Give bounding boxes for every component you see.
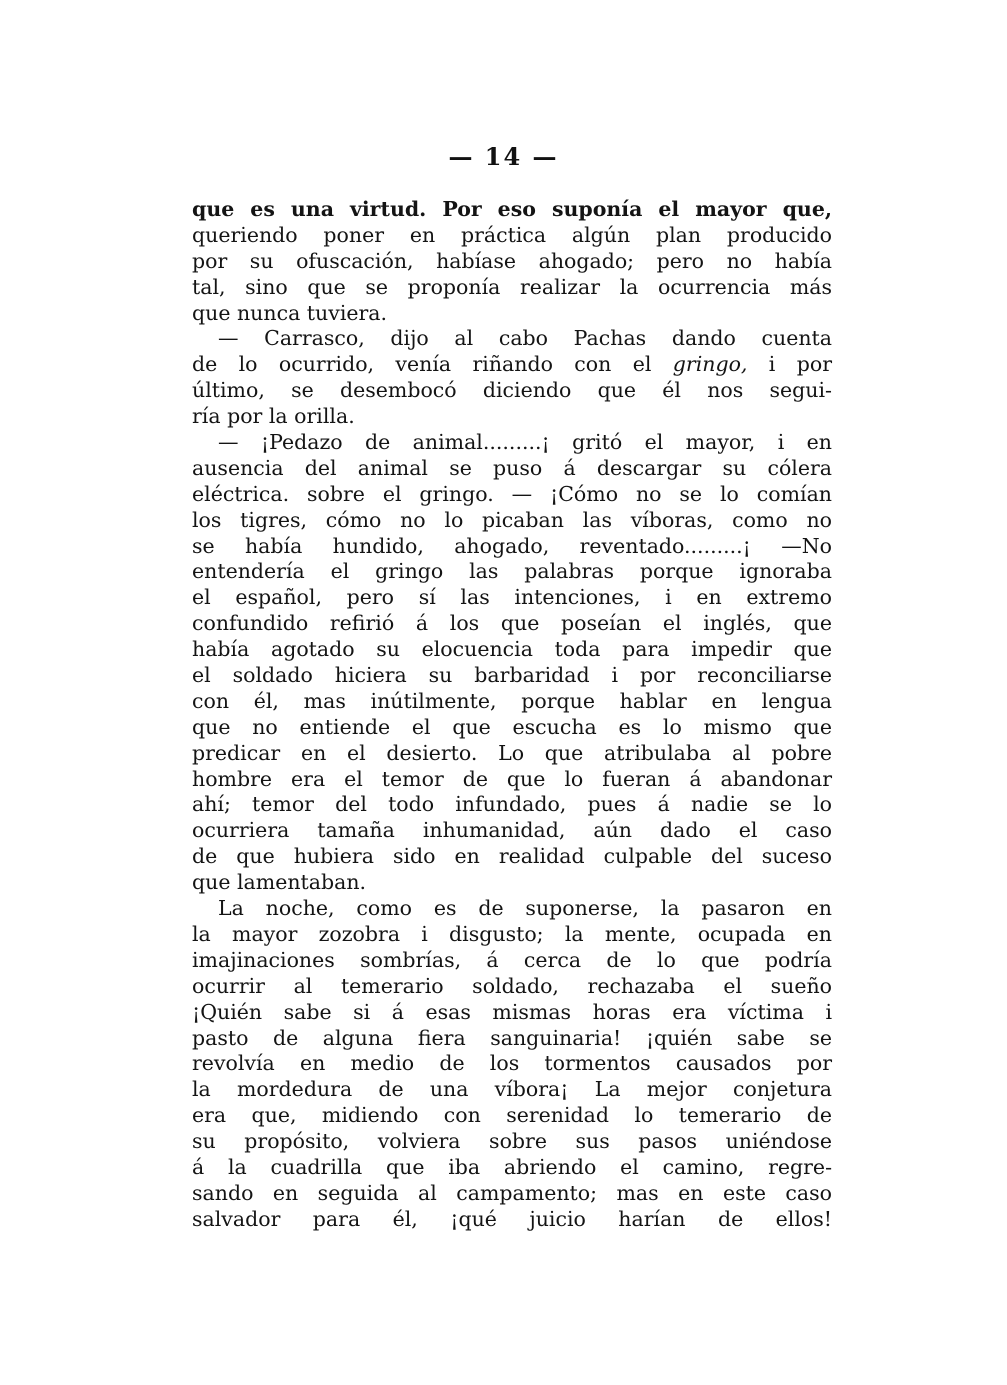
text-line: eléctrica. sobre el gringo. — ¡Cómo no se lo comían bbox=[192, 481, 832, 506]
text-line: el español, pero sí las intenciones, i en extremo bbox=[192, 585, 832, 610]
text-line: ría por la orilla. bbox=[192, 404, 355, 429]
text-line: la mordedura de una víbora¡ La mejor conjetura bbox=[192, 1077, 832, 1102]
text-segment: i por bbox=[747, 352, 832, 377]
text-line: ahí; temor del todo infundado, pues á nadie se lo bbox=[192, 792, 832, 817]
text-line: la mayor zozobra i disgusto; la mente, ocupada en bbox=[192, 921, 832, 946]
text-line: que no entiende el que escucha es lo mismo que bbox=[192, 714, 832, 739]
text-line: era que, midiendo con serenidad lo temerario de bbox=[192, 1103, 832, 1128]
text-line: La noche, como es de suponerse, la pasaron en bbox=[218, 896, 832, 921]
text-segment: de lo ocurrido, venía riñando con el bbox=[192, 352, 673, 377]
text-line: último, se desembocó diciendo que él nos segui- bbox=[192, 378, 832, 403]
text-line: pasto de alguna fiera sanguinaria! ¡quién sabe se bbox=[192, 1025, 832, 1050]
italic-word: gringo, bbox=[672, 352, 748, 377]
text-line: confundido refirió á los que poseían el inglés, que bbox=[192, 611, 832, 636]
text-line: — ¡Pedazo de animal.........¡ gritó el mayor, i en bbox=[218, 430, 832, 455]
text-line: sando en seguida al campamento; mas en este caso bbox=[192, 1180, 832, 1205]
text-line: ocurrir al temerario soldado, rechazaba el sueño bbox=[192, 973, 832, 998]
text-line: entendería el gringo las palabras porque ignoraba bbox=[192, 559, 832, 584]
text-line: tal, sino que se proponía realizar la ocurrencia más bbox=[192, 274, 832, 299]
text-line: por su ofuscación, habíase ahogado; pero no había bbox=[192, 248, 832, 273]
text-line: revolvía en medio de los tormentos causados por bbox=[192, 1051, 832, 1076]
text-line: imajinaciones sombrías, á cerca de lo que podría bbox=[192, 947, 832, 972]
text-line bbox=[192, 352, 832, 378]
text-line: se había hundido, ahogado, reventado.........¡ —No bbox=[192, 533, 832, 558]
text-line: que nunca tuviera. bbox=[192, 300, 388, 325]
text-line: queriendo poner en práctica algún plan producido bbox=[192, 222, 832, 247]
text-line: con él, mas inútilmente, porque hablar en lengua bbox=[192, 688, 832, 713]
text-line: á la cuadrilla que iba abriendo el camino, regre- bbox=[192, 1154, 832, 1179]
text-line: ausencia del animal se puso á descargar su cólera bbox=[192, 455, 832, 480]
text-line: había agotado su elocuencia toda para impedir que bbox=[192, 637, 832, 662]
text-line: de que hubiera sido en realidad culpable del suceso bbox=[192, 844, 832, 869]
text-line: hombre era el temor de que lo fueran á abandonar bbox=[192, 766, 832, 791]
text-line: que es una virtud. Por eso suponía el mayor que, bbox=[192, 197, 832, 221]
text-line: salvador para él, ¡qué juicio harían de ellos! bbox=[192, 1206, 832, 1231]
text-line: ¡Quién sabe si á esas mismas horas era víctima i bbox=[192, 999, 832, 1024]
body-text bbox=[192, 197, 832, 1233]
text-line: los tigres, cómo no lo picaban las víboras, como no bbox=[192, 507, 832, 532]
text-line: que lamentaban. bbox=[192, 870, 367, 895]
text-line: predicar en el desierto. Lo que atribulaba al pobre bbox=[192, 740, 832, 765]
text-line: — Carrasco, dijo al cabo Pachas dando cuenta bbox=[218, 326, 832, 351]
text-line: su propósito, volviera sobre sus pasos uniéndose bbox=[192, 1129, 832, 1154]
page-number: — 14 — bbox=[448, 142, 559, 171]
text-line: el soldado hiciera su barbaridad i por reconciliarse bbox=[192, 663, 832, 688]
text-line: ocurriera tamaña inhumanidad, aún dado el caso bbox=[192, 818, 832, 843]
